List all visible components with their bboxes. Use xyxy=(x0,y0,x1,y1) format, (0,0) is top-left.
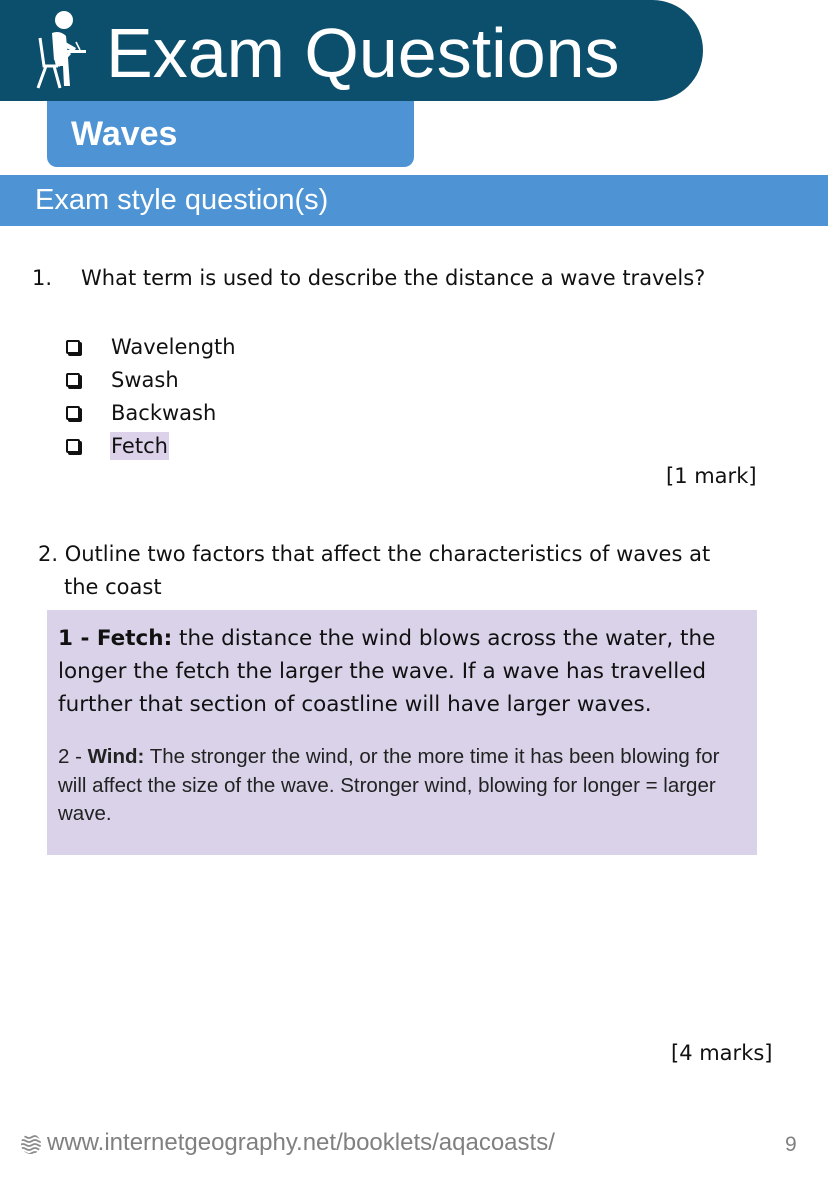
answer-factor-2-prefix: 2 - xyxy=(58,745,88,768)
answer-factor-1-text: the distance the wind blows across the water, the longer the fetch the larger the wave. If a wave has travelled further that section of coastline will have larger waves. xyxy=(58,626,716,717)
option-fetch[interactable] xyxy=(66,429,237,462)
question-1-marks: [1 mark] xyxy=(666,464,757,488)
page-title: Exam Questions xyxy=(106,14,620,92)
section-bar xyxy=(0,175,828,226)
header-banner xyxy=(0,0,703,101)
question-2-line-2: the coast xyxy=(64,575,162,599)
question-1-text: What term is used to describe the distance a wave travels? xyxy=(81,266,706,290)
topic-label: Waves xyxy=(71,115,178,153)
question-1-number: 1. xyxy=(32,266,53,290)
question-2-line-1: 2. Outline two factors that affect the characteristics of waves at xyxy=(38,542,711,566)
question-1-options xyxy=(66,330,237,462)
option-label: Backwash xyxy=(111,400,217,425)
option-backwash[interactable] xyxy=(66,396,237,429)
option-wavelength[interactable] xyxy=(66,330,237,363)
section-label: Exam style question(s) xyxy=(35,184,329,216)
topic-tab xyxy=(47,101,414,167)
checkbox-icon[interactable] xyxy=(66,406,80,420)
checkbox-icon[interactable] xyxy=(66,373,80,387)
answer-factor-2 xyxy=(58,743,746,829)
page-number: 9 xyxy=(785,1133,797,1156)
question-2-marks: [4 marks] xyxy=(671,1041,773,1065)
option-label: Wavelength xyxy=(111,334,236,359)
answer-factor-1-label: 1 - Fetch: xyxy=(58,626,173,651)
checkbox-icon[interactable] xyxy=(66,340,80,354)
answer-factor-2-label: Wind: xyxy=(87,745,145,768)
internet-geography-logo-icon xyxy=(20,1133,42,1155)
checkbox-icon[interactable] xyxy=(66,439,80,453)
option-swash[interactable] xyxy=(66,363,237,396)
footer-url-link[interactable]: www.internetgeography.net/booklets/aqacoasts/ xyxy=(47,1129,555,1156)
answer-box xyxy=(47,610,757,855)
answer-factor-1 xyxy=(58,622,746,721)
option-label-highlighted: Fetch xyxy=(111,433,168,458)
option-label: Swash xyxy=(111,367,179,392)
answer-factor-2-text: The stronger the wind, or the more time it has been blowing for will affect the size of the wave. Stronger wind, blowing for longer = larger wave. xyxy=(58,745,720,825)
question-2-text xyxy=(38,538,778,604)
student-at-desk-icon xyxy=(30,8,88,90)
